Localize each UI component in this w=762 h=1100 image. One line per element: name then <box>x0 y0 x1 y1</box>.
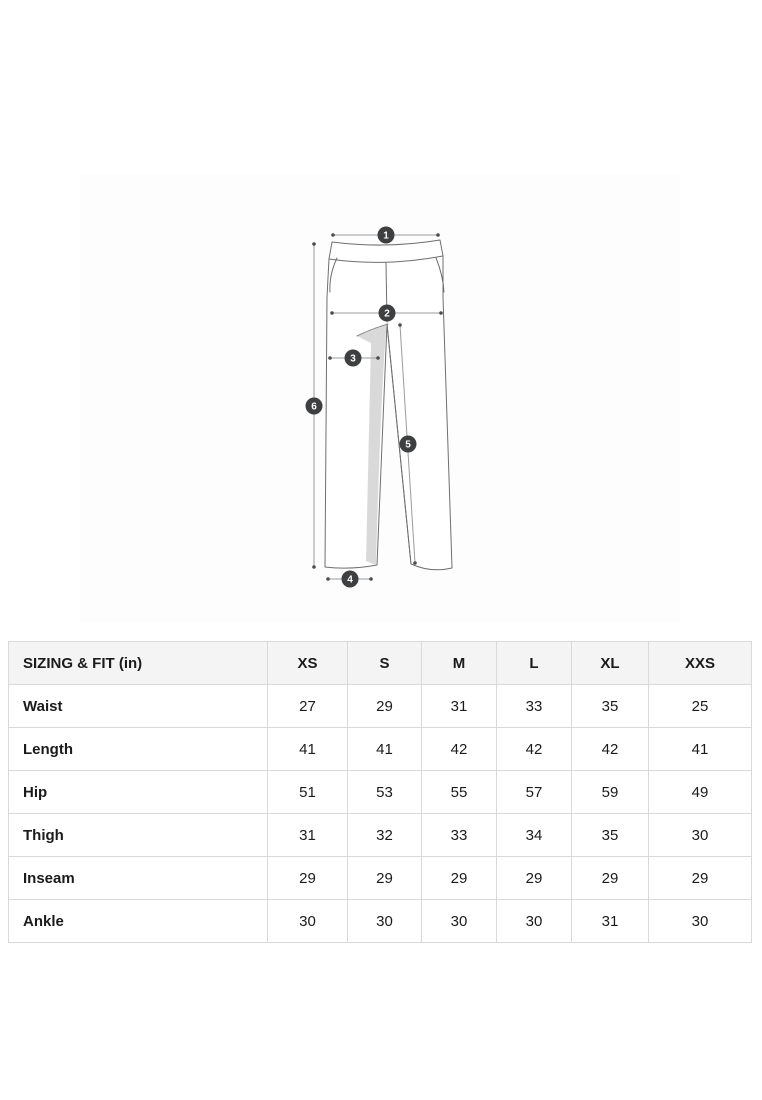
length-s-value: 41 <box>348 728 422 771</box>
inseam-l-value: 29 <box>497 857 572 900</box>
length-xl-value: 42 <box>572 728 649 771</box>
inseam-xl-value: 29 <box>572 857 649 900</box>
thigh-m-value: 33 <box>422 814 497 857</box>
ankle-s-value: 30 <box>348 900 422 943</box>
row-label-waist: Waist <box>9 685 268 728</box>
size-col-header-xs: XS <box>268 642 348 685</box>
measure-line-ankle <box>326 571 373 588</box>
waist-xs-value: 27 <box>268 685 348 728</box>
thigh-xs-value: 31 <box>268 814 348 857</box>
hip-m-value: 55 <box>422 771 497 814</box>
waist-xxs-value: 25 <box>649 685 752 728</box>
thigh-xxs-value: 30 <box>649 814 752 857</box>
table-row-thigh <box>9 814 752 857</box>
waist-l-value: 33 <box>497 685 572 728</box>
svg-text:2: 2 <box>384 308 390 320</box>
svg-text:4: 4 <box>347 574 353 586</box>
inseam-m-value: 29 <box>422 857 497 900</box>
row-label-length: Length <box>9 728 268 771</box>
size-col-header-l: L <box>497 642 572 685</box>
ankle-xl-value: 31 <box>572 900 649 943</box>
hip-xs-value: 51 <box>268 771 348 814</box>
svg-text:5: 5 <box>405 439 411 451</box>
ankle-l-value: 30 <box>497 900 572 943</box>
length-m-value: 42 <box>422 728 497 771</box>
inseam-xs-value: 29 <box>268 857 348 900</box>
inseam-s-value: 29 <box>348 857 422 900</box>
row-label-thigh: Thigh <box>9 814 268 857</box>
length-l-value: 42 <box>497 728 572 771</box>
ankle-xxs-value: 30 <box>649 900 752 943</box>
waist-xl-value: 35 <box>572 685 649 728</box>
hip-l-value: 57 <box>497 771 572 814</box>
table-row-waist <box>9 685 752 728</box>
row-label-ankle: Ankle <box>9 900 268 943</box>
hip-xxs-value: 49 <box>649 771 752 814</box>
size-col-header-m: M <box>422 642 497 685</box>
table-row-inseam <box>9 857 752 900</box>
table-row-hip <box>9 771 752 814</box>
svg-text:6: 6 <box>311 401 317 413</box>
waist-s-value: 29 <box>348 685 422 728</box>
row-label-inseam: Inseam <box>9 857 268 900</box>
row-label-hip: Hip <box>9 771 268 814</box>
thigh-l-value: 34 <box>497 814 572 857</box>
table-row-length <box>9 728 752 771</box>
sizing-fit-table <box>8 641 752 943</box>
ankle-xs-value: 30 <box>268 900 348 943</box>
size-col-header-xl: XL <box>572 642 649 685</box>
ankle-m-value: 30 <box>422 900 497 943</box>
measure-line-length <box>306 242 323 569</box>
pants-measurement-diagram <box>80 175 680 622</box>
thigh-xl-value: 35 <box>572 814 649 857</box>
table-title: SIZING & FIT (in) <box>9 642 268 685</box>
hip-s-value: 53 <box>348 771 422 814</box>
measure-line-waist <box>331 227 440 244</box>
inseam-xxs-value: 29 <box>649 857 752 900</box>
size-col-header-xxs: XXS <box>649 642 752 685</box>
svg-text:3: 3 <box>350 353 356 365</box>
length-xs-value: 41 <box>268 728 348 771</box>
length-xxs-value: 41 <box>649 728 752 771</box>
svg-text:1: 1 <box>383 230 389 242</box>
thigh-s-value: 32 <box>348 814 422 857</box>
waist-m-value: 31 <box>422 685 497 728</box>
table-row-ankle <box>9 900 752 943</box>
pants-diagram-svg <box>80 175 680 622</box>
hip-xl-value: 59 <box>572 771 649 814</box>
pants-silhouette <box>325 240 452 570</box>
size-col-header-s: S <box>348 642 422 685</box>
table-header-row <box>9 642 752 685</box>
